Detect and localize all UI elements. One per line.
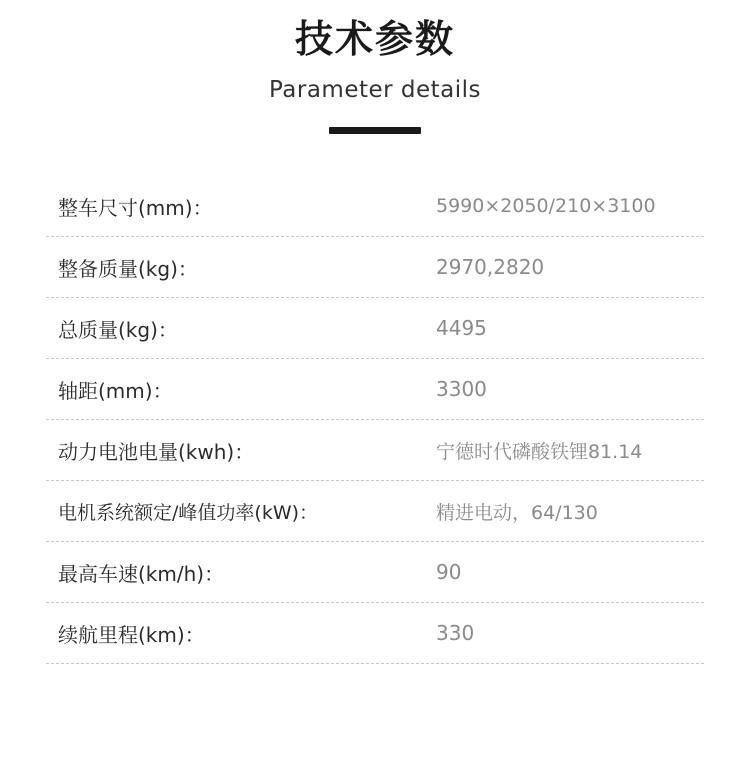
spec-label: 轴距(mm)： [58,378,173,403]
page-title: 技术参数 [294,19,455,61]
spec-value: 90 [436,560,462,585]
title-divider [329,127,421,134]
spec-value: 2970,2820 [436,255,545,280]
spec-value: 4495 [436,316,487,341]
spec-label: 动力电池电量(kwh)： [58,439,255,464]
table-row [46,420,704,481]
table-row [46,298,704,359]
spec-label: 续航里程(km)： [58,622,205,647]
spec-label: 整备质量(kg)： [58,256,198,281]
page-subtitle: Parameter details [268,77,482,104]
spec-label: 最高车速(km/h)： [58,561,225,586]
table-row [46,176,704,237]
spec-label: 总质量(kg)： [58,317,178,342]
table-row [46,603,704,664]
spec-value: 5990×2050/210×3100 [436,195,656,218]
spec-value: 3300 [436,377,487,402]
table-row [46,542,704,603]
spec-label: 整车尺寸(mm)： [58,195,213,220]
table-row [46,237,704,298]
spec-label: 电机系统额定/峰值功率(kW)： [58,501,319,524]
page-header [0,0,750,134]
spec-table [46,176,704,664]
table-row [46,481,704,542]
spec-value: 330 [436,621,475,646]
spec-value: 精进电动，64/130 [436,501,598,524]
spec-value: 宁德时代磷酸铁锂81.14 [436,440,643,463]
table-row [46,359,704,420]
